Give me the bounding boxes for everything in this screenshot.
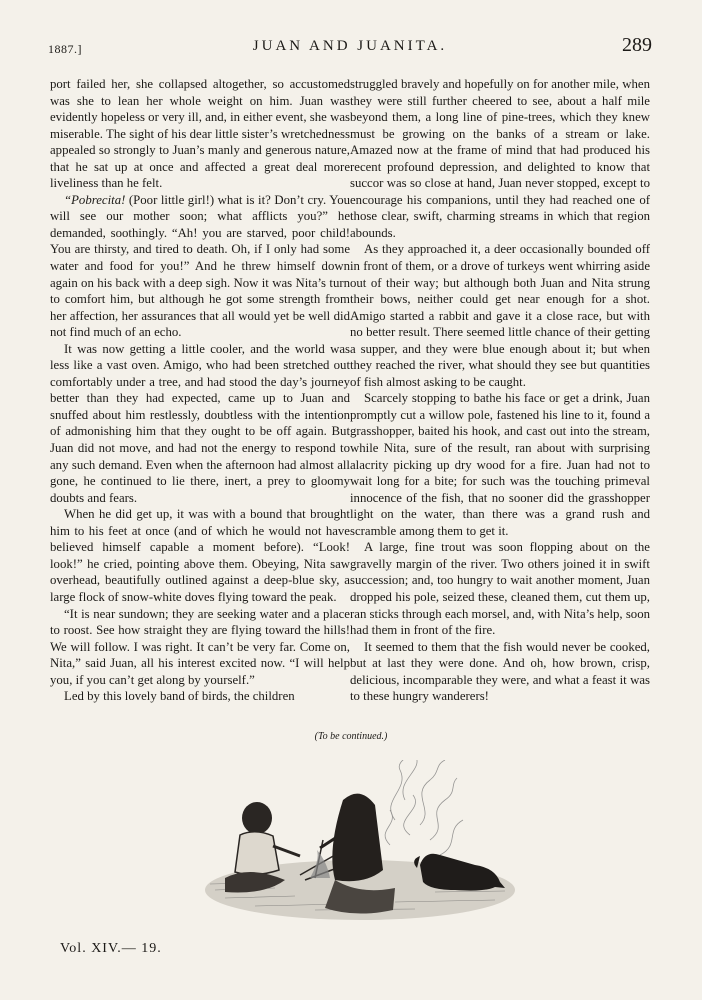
paragraph bbox=[50, 192, 350, 341]
smoke-icon bbox=[385, 760, 463, 855]
header-year: 1887.] bbox=[48, 42, 82, 56]
paragraph: When he did get up, it was with a bound that brought him to his feet at once (and of which he would not have believed himself capable a moment before). “Look! look!” he cried, pointing above them. Obeying, Nita saw overhead, beautifully outlined against a deep-blue sky, a large flock of snow-white doves flying toward the peak. bbox=[50, 507, 350, 604]
to-be-continued-note: (To be continued.) bbox=[314, 731, 388, 742]
left-column bbox=[50, 76, 350, 705]
girl-figure bbox=[320, 794, 395, 914]
campfire-illustration bbox=[195, 760, 525, 935]
paragraph: struggled bravely and hopefully on for another mile, when they were still further cheered to see, about a half mile beyond them, a long line of pine-trees, which they knew must be growing on the banks of a stream or lake. Amazed now at the frame of mind that had produced his recent profound depression, and delighted to know that succor was so close at hand, Juan never stopped, except to encourage his companions, until they had reached one of those clear, swift, charming streams in which that region abounds. bbox=[350, 77, 650, 240]
paragraph: A large, fine trout was soon flopping about on the gravelly margin of the river. Two others joined it in swift succession; and, too hungry to wait another moment, Juan dropped his pole, seized these, cleaned them, cut them up, ran sticks through each morsel, and, with Nita’s help, soon had them in front of the fire. bbox=[350, 540, 650, 638]
page-number: 289 bbox=[622, 34, 652, 56]
paragraph: Scarcely stopping to bathe his face or get a drink, Juan promptly cut a willow pole, fastened his line to it, found a grasshopper, baited his hook, and cast out into the stream, while Nita, sure of the result, ran about with surprising alacrity picking up dry wood for a fire. Juan had not to wait long for a bite; for such was the touching primeval innocence of the fish, that no sooner did the grasshopper light on the water, than there was a grand rush and scramble among them to get it. bbox=[350, 391, 650, 538]
paragraph: It seemed to them that the fish would never be cooked, but at last they were done. And oh, how brown, crisp, delicious, incomparable they were, and what a feast it was to these hungry wanderers! bbox=[350, 639, 650, 704]
right-column bbox=[350, 76, 650, 705]
paragraph: port failed her, she collapsed altogether, so accustomed was she to lean her whole weight on him. Juan was evidently hopeless or very ill, and, in either event, she was miserable. The sight of his dear little sister’s wretchedness appealed so strongly to Juan’s manly and generous nature, that he sat up at once and affected a great deal more liveliness than he felt. bbox=[50, 77, 350, 191]
volume-footer: Vol. XIV.— 19. bbox=[60, 941, 162, 956]
paragraph: It was now getting a little cooler, and the world was less like a vast oven. Amigo, who had been stretched out comfortably under a tree, and had stood the day’s journey better than they had expected, came up to Juan and snuffed about him restlessly, doubtless with the intention of admonishing him that they ought to be off again. But Juan did not move, and had not the energy to respond to any such demand. Even when the afternoon had almost all gone, he continued to lie there, inert, a prey to gloomy doubts and fears. bbox=[50, 341, 350, 505]
paragraph-text: (Poor little girl!) what is it? Don’t cry. You will see our mother soon; what afflicts you?” he demanded, soothingly. “Ah! you are starved, poor child! You are thirsty, and tired to death. Oh, if I only had some water and food for you!” And he threw himself down again on his back with a deep sigh. Now it was Nita’s turn to comfort him, but although he got some strength from her affection, her assurances that all would yet be well did not find much of an echo. bbox=[50, 192, 350, 340]
dog-figure bbox=[414, 854, 505, 891]
page-header bbox=[48, 36, 652, 58]
italic-phrase: “Pobrecita! bbox=[64, 192, 126, 207]
running-title: JUAN AND JUANITA. bbox=[252, 38, 448, 54]
paragraph: “It is near sundown; they are seeking water and a place to roost. See how straight they are flying toward the hills! We will follow. I was right. It can’t be very far. Come on, Nita,” said Juan, all his interest excited now. “I will help you, if you can’t get along by yourself.” bbox=[50, 606, 350, 687]
paragraph: Led by this lovely band of birds, the children bbox=[64, 689, 295, 704]
paragraph: As they approached it, a deer occasionally bounded off in front of them, or a drove of turkeys went whirring aside out of their way; but although both Juan and Nita strung their bows, neither could get near enough for a shot. Amigo started a rabbit and gave it a close race, but with no better result. There seemed little chance of their getting a supper, and they were blue enough about it; but when they reached the river, what should they see but quantities of fish almost asking to be caught. bbox=[350, 242, 650, 389]
